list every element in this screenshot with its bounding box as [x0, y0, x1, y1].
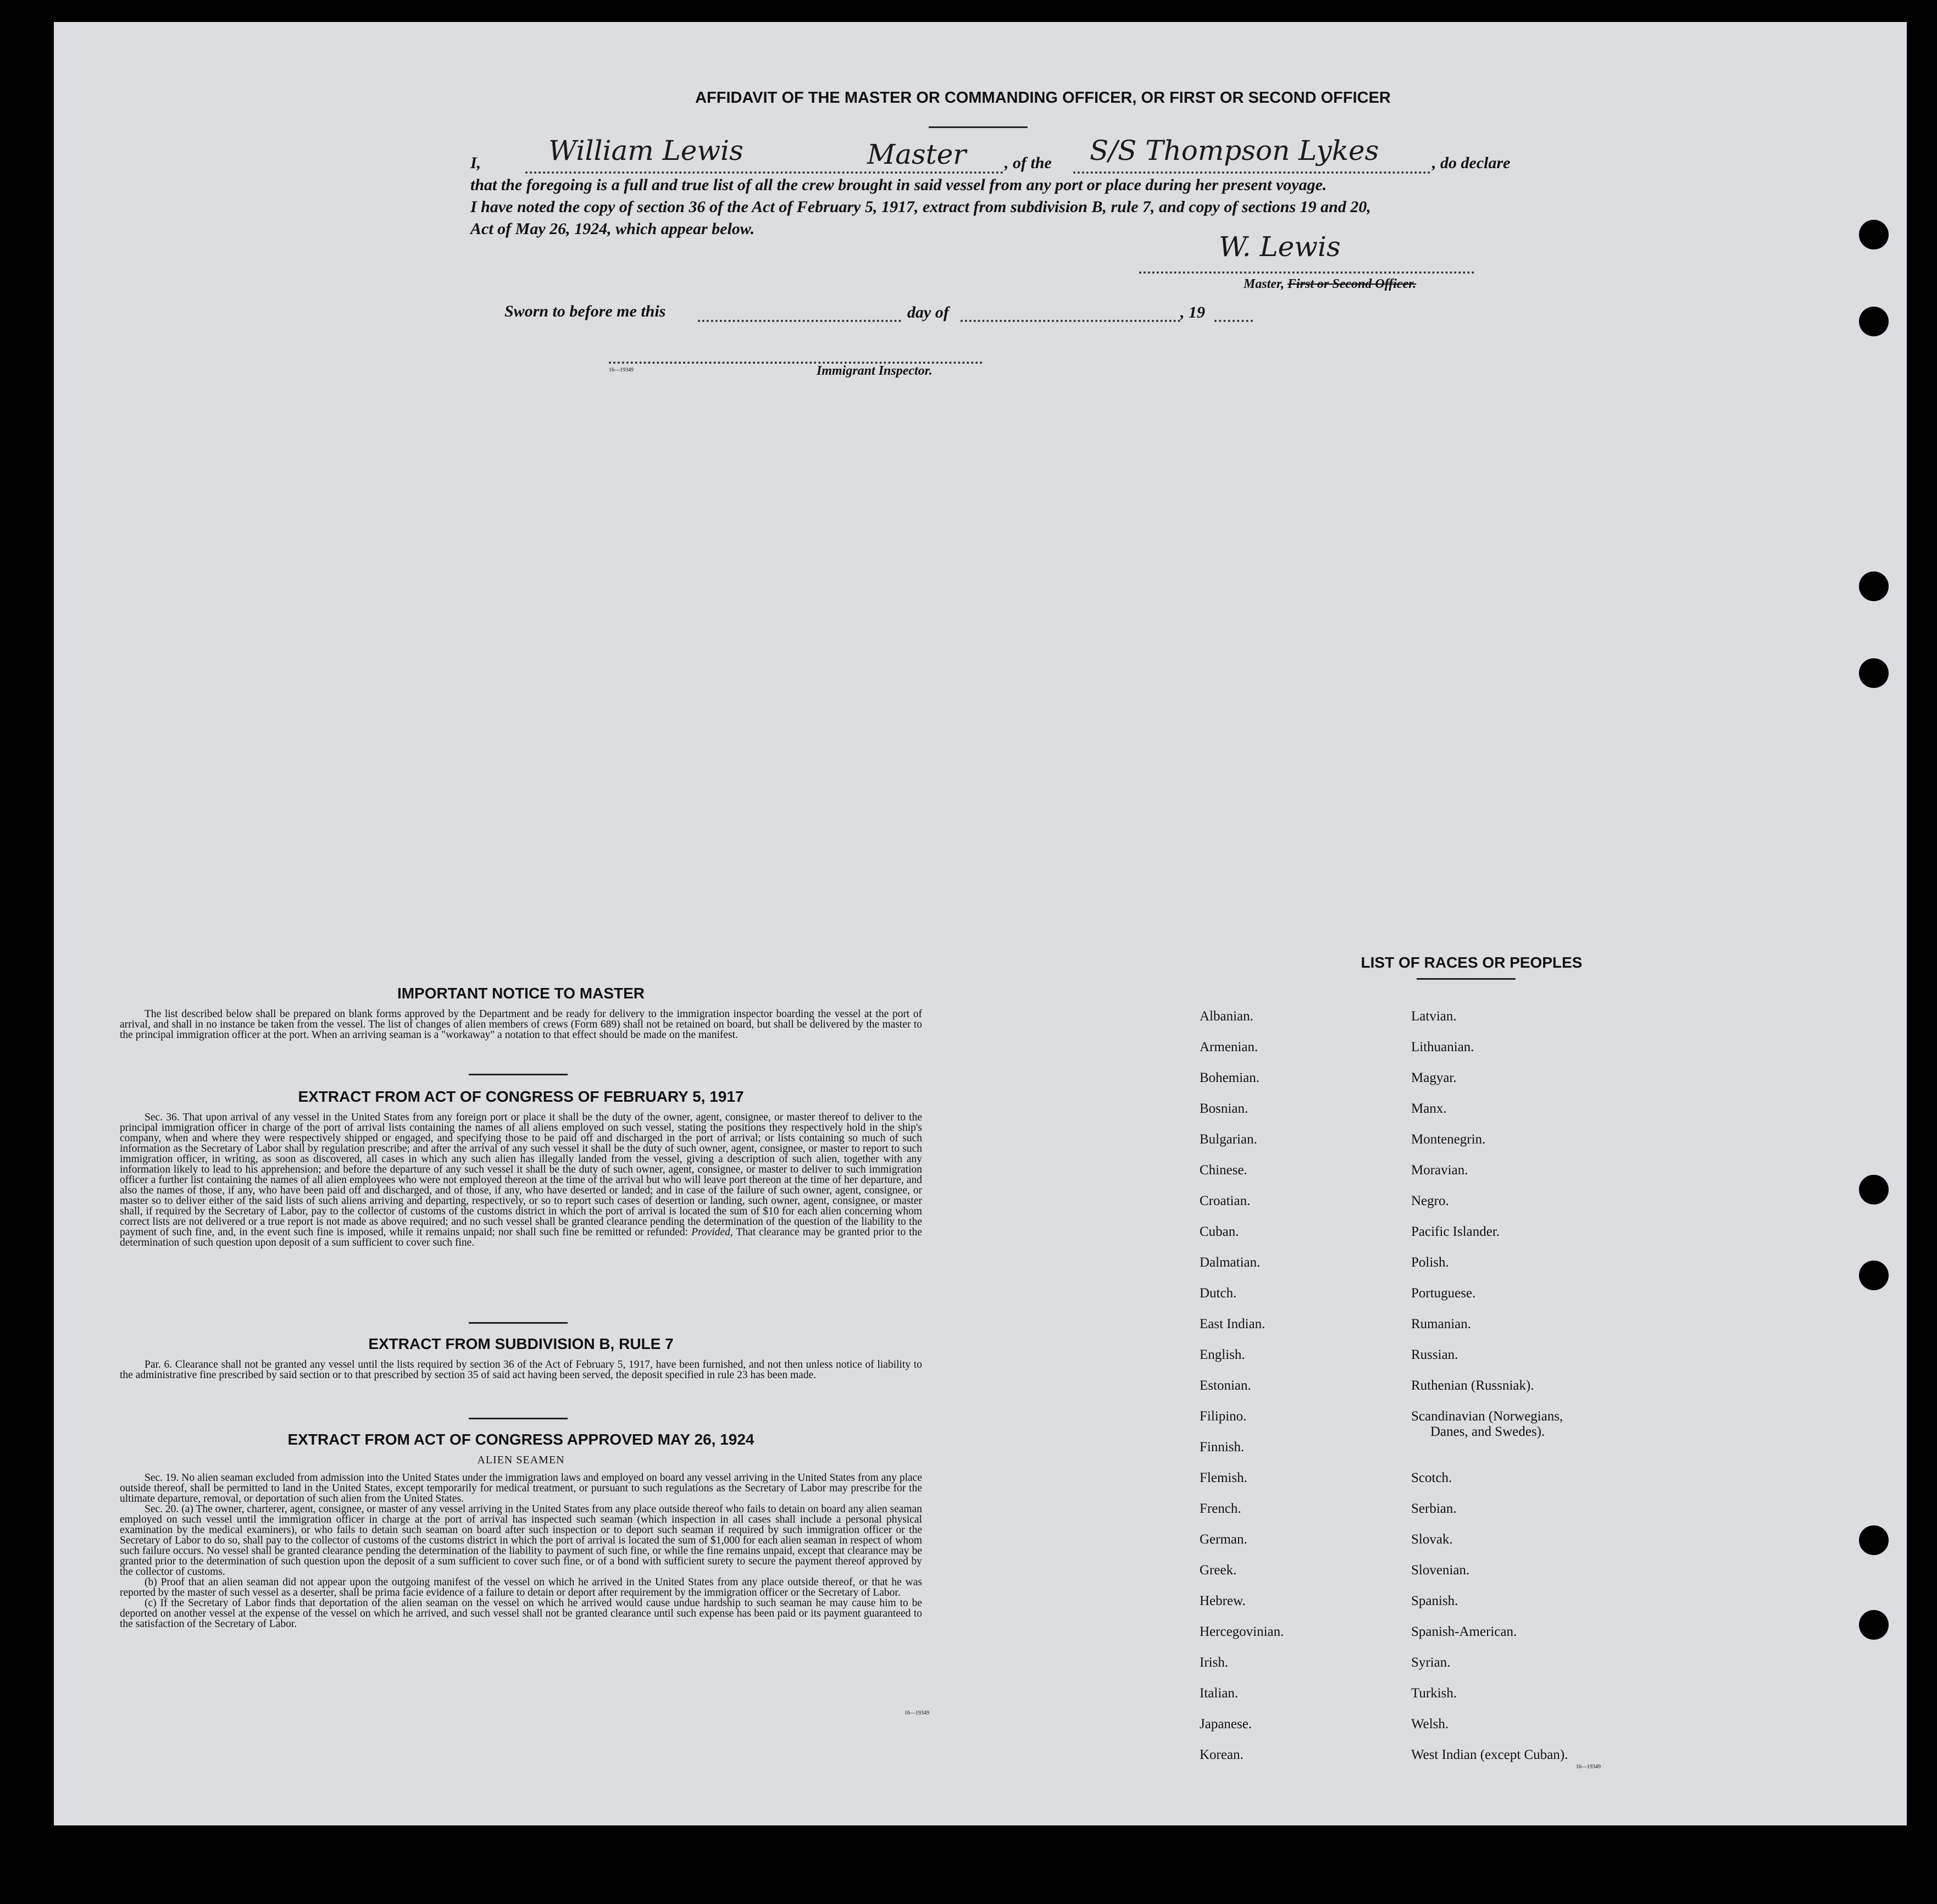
sworn-year: , 19 — [1180, 303, 1205, 321]
race-item: Armenian. — [1200, 1040, 1258, 1054]
race-item: Croatian. — [1200, 1194, 1251, 1208]
handwritten-name: William Lewis — [548, 135, 743, 166]
punch-hole — [1859, 1175, 1889, 1204]
race-item: French. — [1200, 1501, 1241, 1516]
extract-1917-paragraph — [120, 1112, 922, 1248]
sworn-day-of: day of — [907, 303, 949, 321]
race-item: Portuguese. — [1411, 1286, 1476, 1301]
affidavit-line-4: Act of May 26, 1924, which appear below. — [470, 220, 755, 238]
race-item: Slovak. — [1411, 1532, 1453, 1547]
race-item: West Indian (except Cuban). — [1411, 1747, 1568, 1762]
vessel-line — [1073, 171, 1430, 174]
race-item: Flemish. — [1200, 1470, 1247, 1485]
race-item: Filipino. — [1200, 1409, 1247, 1424]
punch-hole — [1859, 658, 1889, 688]
title-rule — [929, 126, 1028, 128]
race-item: Magyar. — [1411, 1070, 1457, 1085]
sec-36-provided: Provided, — [691, 1226, 733, 1238]
race-item: Hebrew. — [1200, 1594, 1246, 1608]
sec-19-paragraph: Sec. 19. No alien seaman excluded from admission into the United States under the immigration laws and employed on board any vessel arriving in the United States from any place outside thereof, shall be permitted to land in the United States, except temporarily for medical treatment, or pursuant to such regulations as the Secretary of Labor may prescribe for the ultimate departure, removal, or deportation of such alien from the United States. — [120, 1472, 922, 1505]
form-number-races: 16—19349 — [1576, 1764, 1601, 1770]
sworn-day-line — [698, 320, 901, 322]
extract-1917-title: EXTRACT FROM ACT OF CONGRESS OF FEBRUARY 5, 1917 — [298, 1088, 744, 1105]
signer-title — [1244, 277, 1416, 292]
punch-hole — [1859, 220, 1889, 249]
race-item: Spanish-American. — [1411, 1624, 1517, 1639]
race-item: Irish. — [1200, 1655, 1229, 1670]
notice-title: IMPORTANT NOTICE TO MASTER — [397, 985, 645, 1002]
extract-1917-text — [120, 1112, 922, 1248]
form-number-bottom: 16—19349 — [904, 1710, 929, 1716]
race-item: Serbian. — [1411, 1501, 1457, 1516]
race-item: Greek. — [1200, 1563, 1237, 1578]
race-item: Ruthenian (Russniak). — [1411, 1378, 1534, 1393]
handwritten-vessel: S/S Thompson Lykes — [1090, 135, 1379, 166]
alien-seamen-subtitle: ALIEN SEAMEN — [477, 1454, 565, 1466]
race-item: Negro. — [1411, 1194, 1449, 1208]
name-line — [525, 171, 1003, 174]
sec-20b-paragraph: (b) Proof that an alien seaman did not appear upon the outgoing manifest of the vessel on which he arrived in the United States from any place outside thereof, or that he was reported by the master of such vessel as a deserter, shall be prima facie evidence of a failure to detain or deport after requirement by the immigration officer or the Secretary of Labor. — [120, 1577, 922, 1598]
notice-paragraph: The list described below shall be prepared on blank forms approved by the Department and be ready for delivery to the immigration inspector boarding the vessel at the port of arrival, and shall in no instance be taken from the vessel. The list of changes of alien members of crews (Form 689) shall not be retained on board, but shall be delivered by the master to the principal immigration officer at the port. When an arriving seaman is a "workaway" a notation to that effect should be made on the manifest. — [120, 1008, 922, 1041]
signer-title-master: Master, — [1244, 277, 1288, 291]
document-page — [54, 22, 1907, 1825]
punch-hole — [1859, 571, 1889, 601]
race-item: Rumanian. — [1411, 1317, 1472, 1331]
races-rule — [1417, 978, 1516, 980]
race-item: Albanian. — [1200, 1009, 1253, 1024]
race-item: Polish. — [1411, 1255, 1449, 1270]
race-item: Chinese. — [1200, 1163, 1247, 1178]
punch-hole — [1859, 1525, 1889, 1555]
race-item: Moravian. — [1411, 1163, 1468, 1178]
master-signature: W. Lewis — [1219, 231, 1341, 263]
race-item: East Indian. — [1200, 1317, 1266, 1331]
sworn-year-line — [1214, 320, 1253, 322]
race-item: Bohemian. — [1200, 1070, 1260, 1085]
race-item: Scandinavian (Norwegians, — [1411, 1409, 1563, 1424]
race-item: Dutch. — [1200, 1286, 1237, 1301]
affidavit-i: I, — [470, 154, 481, 172]
sworn-month-line — [961, 320, 1180, 322]
race-item: Spanish. — [1411, 1594, 1458, 1608]
punch-hole — [1859, 1610, 1889, 1640]
punch-hole — [1859, 307, 1889, 336]
race-item: Korean. — [1200, 1747, 1244, 1762]
race-item: Russian. — [1411, 1347, 1458, 1362]
race-item: Scotch. — [1411, 1470, 1452, 1485]
race-item: Syrian. — [1411, 1655, 1451, 1670]
race-item-continuation: Danes, and Swedes). — [1430, 1424, 1545, 1439]
rule-7-title: EXTRACT FROM SUBDIVISION B, RULE 7 — [368, 1335, 674, 1352]
race-item: Finnish. — [1200, 1440, 1245, 1455]
rule-7-paragraph: Par. 6. Clearance shall not be granted any vessel until the lists required by section 36 of the Act of February 5, 1917, have been furnished, and not then unless notice of liability to the administrative fine prescribed by said section or to that prescribed by section 35 of said act having been served, the deposit specified in rule 23 has been made. — [120, 1359, 922, 1381]
race-item: Bosnian. — [1200, 1101, 1248, 1116]
race-item: English. — [1200, 1347, 1245, 1362]
race-item: Cuban. — [1200, 1224, 1239, 1239]
race-item: Montenegrin. — [1411, 1132, 1486, 1147]
notice-text — [120, 1009, 922, 1040]
affidavit-of-the: , of the — [1004, 154, 1052, 172]
extract-1924-title: EXTRACT FROM ACT OF CONGRESS APPROVED MAY 26, 1924 — [287, 1431, 754, 1448]
rule-7-text — [120, 1359, 922, 1380]
race-item: Italian. — [1200, 1686, 1239, 1701]
race-item: Manx. — [1411, 1101, 1447, 1116]
race-item: Pacific Islander. — [1411, 1224, 1500, 1239]
affidavit-title: AFFIDAVIT OF THE MASTER OR COMMANDING OFFICER, OR FIRST OR SECOND OFFICER — [695, 89, 1391, 107]
rule-7-rule — [469, 1418, 568, 1419]
sworn-label: Sworn to before me this — [504, 302, 666, 320]
form-number-top: 16—19349 — [609, 367, 634, 373]
handwritten-rank: Master — [867, 138, 967, 170]
race-item: Estonian. — [1200, 1378, 1251, 1393]
race-item: Japanese. — [1200, 1717, 1252, 1731]
race-item: German. — [1200, 1532, 1247, 1547]
punch-hole — [1859, 1261, 1889, 1290]
race-item: Slovenian. — [1411, 1563, 1470, 1578]
sec-20a-paragraph: Sec. 20. (a) The owner, charterer, agent, consignee, or master of any vessel arriving in the United States from any place outside thereof who fails to detain on board any alien seaman employed on such vessel until the immigration officer in charge at the port of arrival has inspected such seaman (which inspection in all cases shall include a personal physical examination by the medical examiners), or who fails to detain such seaman on board after such inspection or to deport such seaman if required by such immigration officer or the Secretary of Labor to do so, shall pay to the collector of customs of the customs district in which the port of arrival is located the sum of $1,000 for each alien seaman in respect of whom such failure occurs. No vessel shall be granted clearance pending the determination of the liability to payment of such fine, or while the fine remains unpaid, except that clearance may be granted prior to the determination of such question upon the deposit of a sum sufficient to cover such fine, or of a bond with sufficient surety to secure the payment thereof approved by the collector of customs. — [120, 1503, 922, 1578]
race-item: Hercegovinian. — [1200, 1624, 1284, 1639]
sec-36-body: That upon arrival of any vessel in the United States from any foreign port or place it shall be the duty of the owner, agent, consignee, or master thereof to deliver to the principal immigration officer in charge of the port of arrival lists containing the names of all aliens employed on such vessel, stating the positions they respectively hold in the ship's company, when and where they were respectively shipped or engaged, and specifying those to be paid off and discharged in the port of arrival; or lists containing so much of such information as the Secretary of Labor shall by regulation prescribe; and after the arrival of any such vessel it shall be the duty of such owner, agent, consignee, or master to report to such immigration officer, in writing, as soon as discovered, all cases in which any such alien has illegally landed from the vessel, giving a description of such alien, together with any information likely to lead to his apprehension; and before the departure of any such vessel it shall be the duty of such owner, agent, consignee, or master to deliver to such immigration officer a further list containing the names of all alien employees who were not employed thereon at the time of the arrival but who will leave port thereon at the time of her departure, and also the names of those, if any, who have been paid off and discharged, and of those, if any, who have deserted or landed; and in case of the failure of such owner, agent, consignee, or master so to deliver either of the said lists of such aliens arriving and departing, respectively, or so to report such cases of desertion or landing, such owner, agent, consignee, or master shall, if required by the Secretary of Labor, pay to the collector of customs of the customs district in which the port of arrival is located the sum of $10 for each alien concerning whom correct lists are not delivered or a true report is not made as above required; and no such vessel shall be granted clearance pending the determination of the question of the liability to the payment of such fine, and, in the event such fine is imposed, while it remains unpaid; nor shall such fine be remitted or refunded: — [120, 1112, 923, 1238]
races-title: LIST OF RACES OR PEOPLES — [1361, 954, 1583, 971]
affidavit-line-2: that the foregoing is a full and true list of all the crew brought in said vessel from any port or place during her present voyage. — [470, 176, 1327, 194]
sec-36-end: That clearance may be granted prior to the determination of such question upon deposit of a sum sufficient to cover such fine. — [120, 1226, 923, 1248]
affidavit-line-3: I have noted the copy of section 36 of the Act of February 5, 1917, extract from subdivision B, rule 7, and copy of sections 19 and 20, — [470, 198, 1371, 216]
race-item: Dalmatian. — [1200, 1255, 1261, 1270]
race-item: Welsh. — [1411, 1717, 1449, 1731]
signature-line — [1139, 271, 1474, 274]
sec-20c-paragraph: (c) If the Secretary of Labor finds that deportation of the alien seaman on the vessel on which he arrived would cause undue hardship to such seaman he may cause him to be deported on another vessel at the expense of the vessel on which he arrived, and such vessel shall not be granted clearance until such expense has been paid or its payment guaranteed to the satisfaction of the Secretary of Labor. — [120, 1597, 922, 1630]
race-item: Bulgarian. — [1200, 1132, 1257, 1147]
race-item: Latvian. — [1411, 1009, 1457, 1024]
notice-rule — [469, 1074, 568, 1075]
race-item: Turkish. — [1411, 1686, 1457, 1701]
signer-title-struck: First or Second Officer. — [1287, 277, 1417, 291]
inspector-label: Immigrant Inspector. — [817, 364, 933, 378]
race-item: Lithuanian. — [1411, 1040, 1474, 1054]
affidavit-declare: , do declare — [1432, 154, 1511, 172]
sec-36-label: Sec. 36. — [145, 1112, 180, 1123]
extract-1917-rule — [469, 1322, 568, 1324]
extract-1924-text — [120, 1473, 922, 1629]
